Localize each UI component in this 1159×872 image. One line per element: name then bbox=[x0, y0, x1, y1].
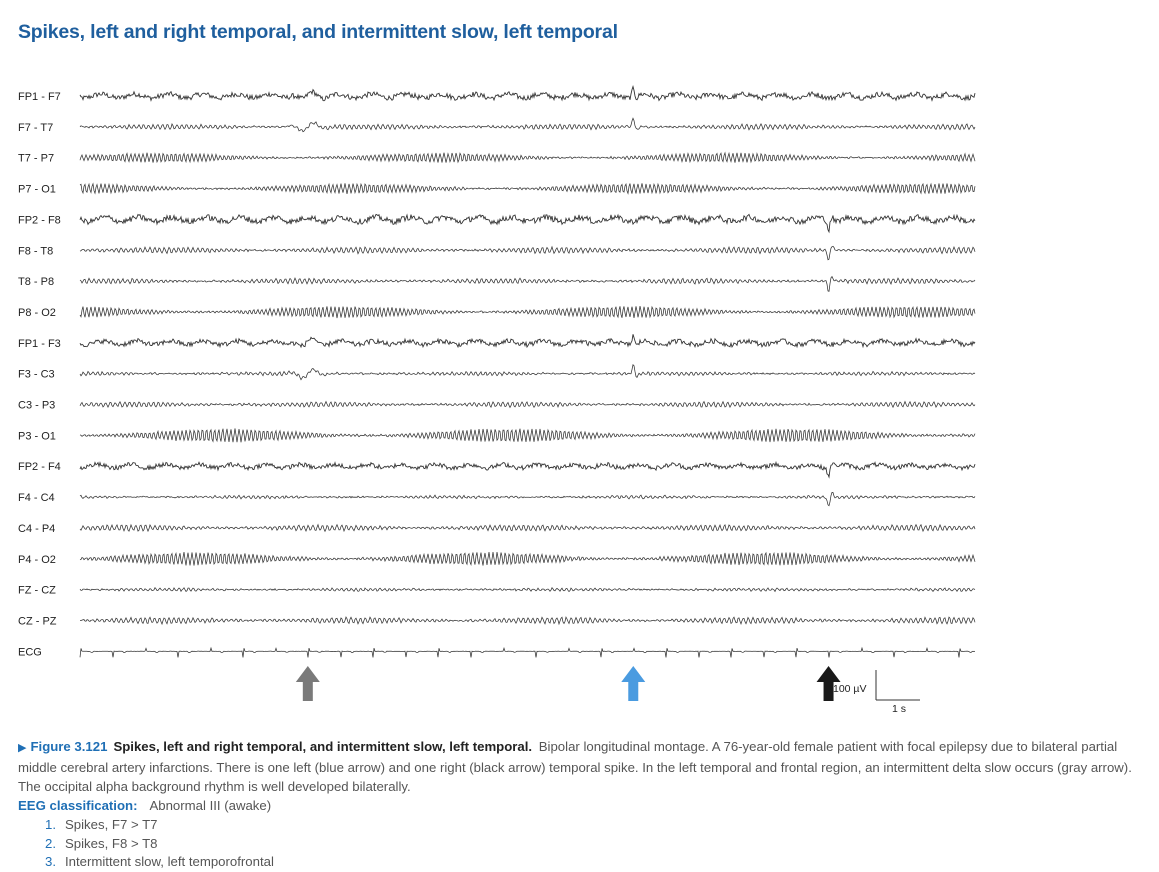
figure-title: Spikes, left and right temporal, and intermittent slow, left temporal. bbox=[113, 739, 533, 754]
channel-label: T7 - P7 bbox=[18, 152, 55, 165]
page-title: Spikes, left and right temporal, and intermittent slow, left temporal bbox=[18, 21, 618, 43]
channel-label: FP1 - F3 bbox=[18, 337, 61, 350]
eeg-trace bbox=[80, 118, 975, 131]
eeg-trace bbox=[80, 183, 975, 194]
channel-label: FP2 - F4 bbox=[18, 461, 61, 474]
caption-marker-icon: ▶ bbox=[18, 742, 27, 754]
eeg-trace bbox=[80, 552, 975, 566]
event-arrows bbox=[296, 666, 841, 701]
channel-label: F4 - C4 bbox=[18, 492, 55, 505]
eeg-trace bbox=[80, 153, 975, 163]
scale-amplitude-label: 100 µV bbox=[833, 683, 867, 695]
channel-label: F7 - T7 bbox=[18, 121, 54, 134]
eeg-trace bbox=[80, 492, 975, 505]
blue-arrow-icon bbox=[621, 666, 645, 701]
caption-text: Bipolar longitudinal montage. A 76-year-old female patient with focal epilepsy due to bilateral partial middle cerebral artery infarctions. There is one left (blue arrow) and one right (black arrow) temporal spike. In the left temporal and frontal region, an intermittent delta slow occurs (gray arrow). The occipital alpha background rhythm is well developed bilaterally. bbox=[18, 739, 1132, 794]
classification-label: EEG classification: bbox=[18, 798, 138, 813]
list-item: 3. Intermittent slow, left temporofrontal bbox=[45, 854, 274, 869]
list-item: 2. Spikes, F8 > T8 bbox=[45, 835, 158, 851]
channel-label: F8 - T8 bbox=[18, 245, 54, 258]
figure-number: Figure 3.121 bbox=[30, 739, 108, 754]
eeg-traces bbox=[18, 87, 975, 659]
eeg-trace bbox=[80, 87, 975, 101]
eeg-trace bbox=[80, 277, 975, 292]
eeg-trace bbox=[80, 365, 975, 380]
eeg-trace bbox=[80, 402, 975, 408]
eeg-trace bbox=[80, 588, 975, 592]
channel-label: FP2 - F8 bbox=[18, 214, 61, 227]
channel-label: P7 - O1 bbox=[18, 183, 56, 196]
scale-bar bbox=[833, 670, 920, 715]
figure-caption bbox=[18, 737, 1146, 796]
channel-label: FP1 - F7 bbox=[18, 91, 61, 103]
channel-label: F3 - C3 bbox=[18, 368, 55, 381]
channel-label: P8 - O2 bbox=[18, 306, 56, 319]
classification-value: Abnormal III (awake) bbox=[149, 798, 272, 813]
channel-label: ECG bbox=[18, 646, 42, 659]
eeg-trace bbox=[80, 462, 975, 477]
channel-label: FZ - CZ bbox=[18, 584, 56, 597]
channel-label: CZ - PZ bbox=[18, 615, 57, 628]
eeg-trace bbox=[80, 214, 975, 231]
findings-list bbox=[45, 816, 274, 872]
channel-label: C4 - P4 bbox=[18, 522, 56, 535]
gray-arrow-icon bbox=[296, 666, 320, 701]
eeg-trace bbox=[80, 334, 975, 347]
eeg-trace bbox=[80, 428, 975, 442]
eeg-trace bbox=[80, 617, 975, 624]
eeg-recording bbox=[0, 80, 1159, 720]
channel-label: P3 - O1 bbox=[18, 430, 56, 443]
eeg-classification bbox=[18, 798, 271, 813]
list-item: 1. Spikes, F7 > T7 bbox=[45, 817, 158, 832]
channel-label: P4 - O2 bbox=[18, 553, 56, 566]
eeg-trace bbox=[80, 648, 975, 657]
scale-time-label: 1 s bbox=[892, 703, 907, 715]
channel-label: T8 - P8 bbox=[18, 276, 55, 289]
eeg-trace bbox=[80, 525, 975, 532]
channel-label: C3 - P3 bbox=[18, 399, 56, 412]
eeg-trace bbox=[80, 306, 975, 318]
eeg-trace bbox=[80, 246, 975, 259]
